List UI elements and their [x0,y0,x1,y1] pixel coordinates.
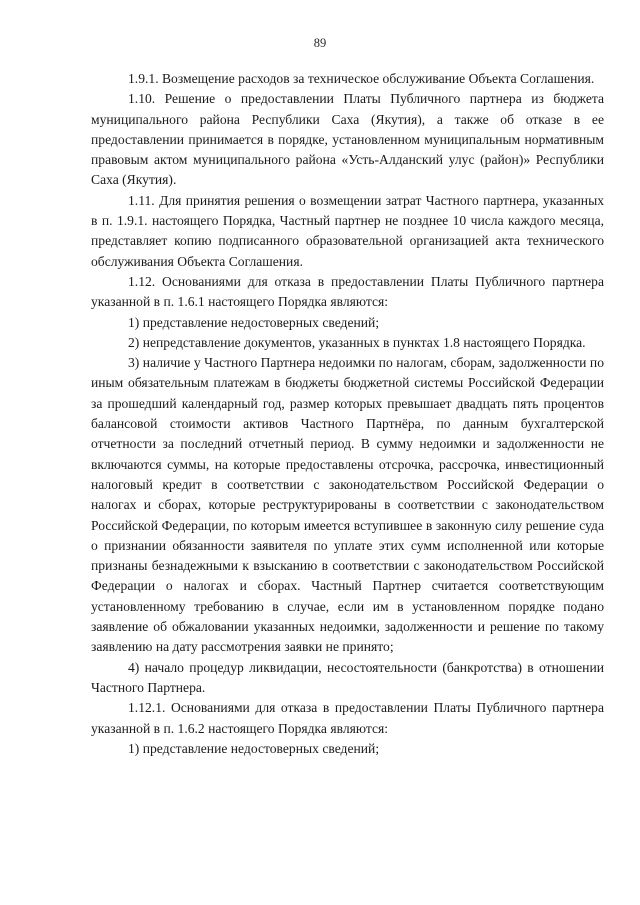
paragraph-1-12: 1.12. Основаниями для отказа в предоставлении Платы Публичного партнера указанной в п. 1.6.1 настоящего Порядка являются: [91,273,604,310]
list-item-2: 2) непредставление документов, указанных в пунктах 1.8 настоящего Порядка. [128,334,586,350]
list-item-1-second: 1) представление недостоверных сведений; [128,740,380,756]
paragraph-1-11: 1.11. Для принятия решения о возмещении затрат Частного партнера, указанных в п. 1.9.1. настоящего Порядка, Частный партнер не позднее 10 числа каждого месяца, представляет копию подписанного образовательной организацией акта технического обслуживания Объекта Соглашения. [91,192,604,269]
list-item-3: 3) наличие у Частного Партнера недоимки по налогам, сборам, задолженности по иным обязательным платежам в бюджеты бюджетной системы Российской Федерации за прошедший календарный год, размер которых превышает двадцать пять процентов балансовой стоимости активов Частного Партнёра, по данным бухгалтерской отчетности за последний отчетный период. В сумму недоимки и задолженности не включаются суммы, на которые предоставлены отсрочка, рассрочка, инвестиционный налоговый кредит в соответствии с законодательством Российской Федерации о налогах и сборах, которые реструктурированы в соответствии с законодательством Российской Федерации, по которым имеется вступившее в законную силу решение суда о признании обязанности заявителя по уплате этих сумм исполненной или которые признаны безнадежными к взысканию в соответствии с законодательством Российской Федерации о налогах и сборах. Частный Партнер считается соответствующим установленному требованию в случае, если им в установленном порядке подано заявление об обжаловании указанных недоимки, задолженности и решение по такому заявлению на дату рассмотрения заявки не принято; [91,355,604,655]
paragraph-1-9-1: 1.9.1. Возмещение расходов за техническое обслуживание Объекта Соглашения. [128,71,595,86]
document-body [91,69,604,759]
list-item-4: 4) начало процедур ликвидации, несостоятельности (банкротства) в отношении Частного Партнера. [91,659,604,695]
paragraph-1-12-1: 1.12.1. Основаниями для отказа в предоставлении Платы Публичного партнера указанной в п. 1.6.2 настоящего Порядка являются: [91,700,604,736]
page-number: 89 [313,36,327,50]
list-item-1: 1) представление недостоверных сведений; [128,314,380,330]
paragraph-1-10: 1.10. Решение о предоставлении Платы Публичного партнера из бюджета муниципального района Республики Саха (Якутия), а также об отказе в ее предоставлении принимается в порядке, установленном муниципальным нормативным правовым актом муниципального района «Усть-Алданский улус (район)» Республики Саха (Якутия). [91,91,604,188]
